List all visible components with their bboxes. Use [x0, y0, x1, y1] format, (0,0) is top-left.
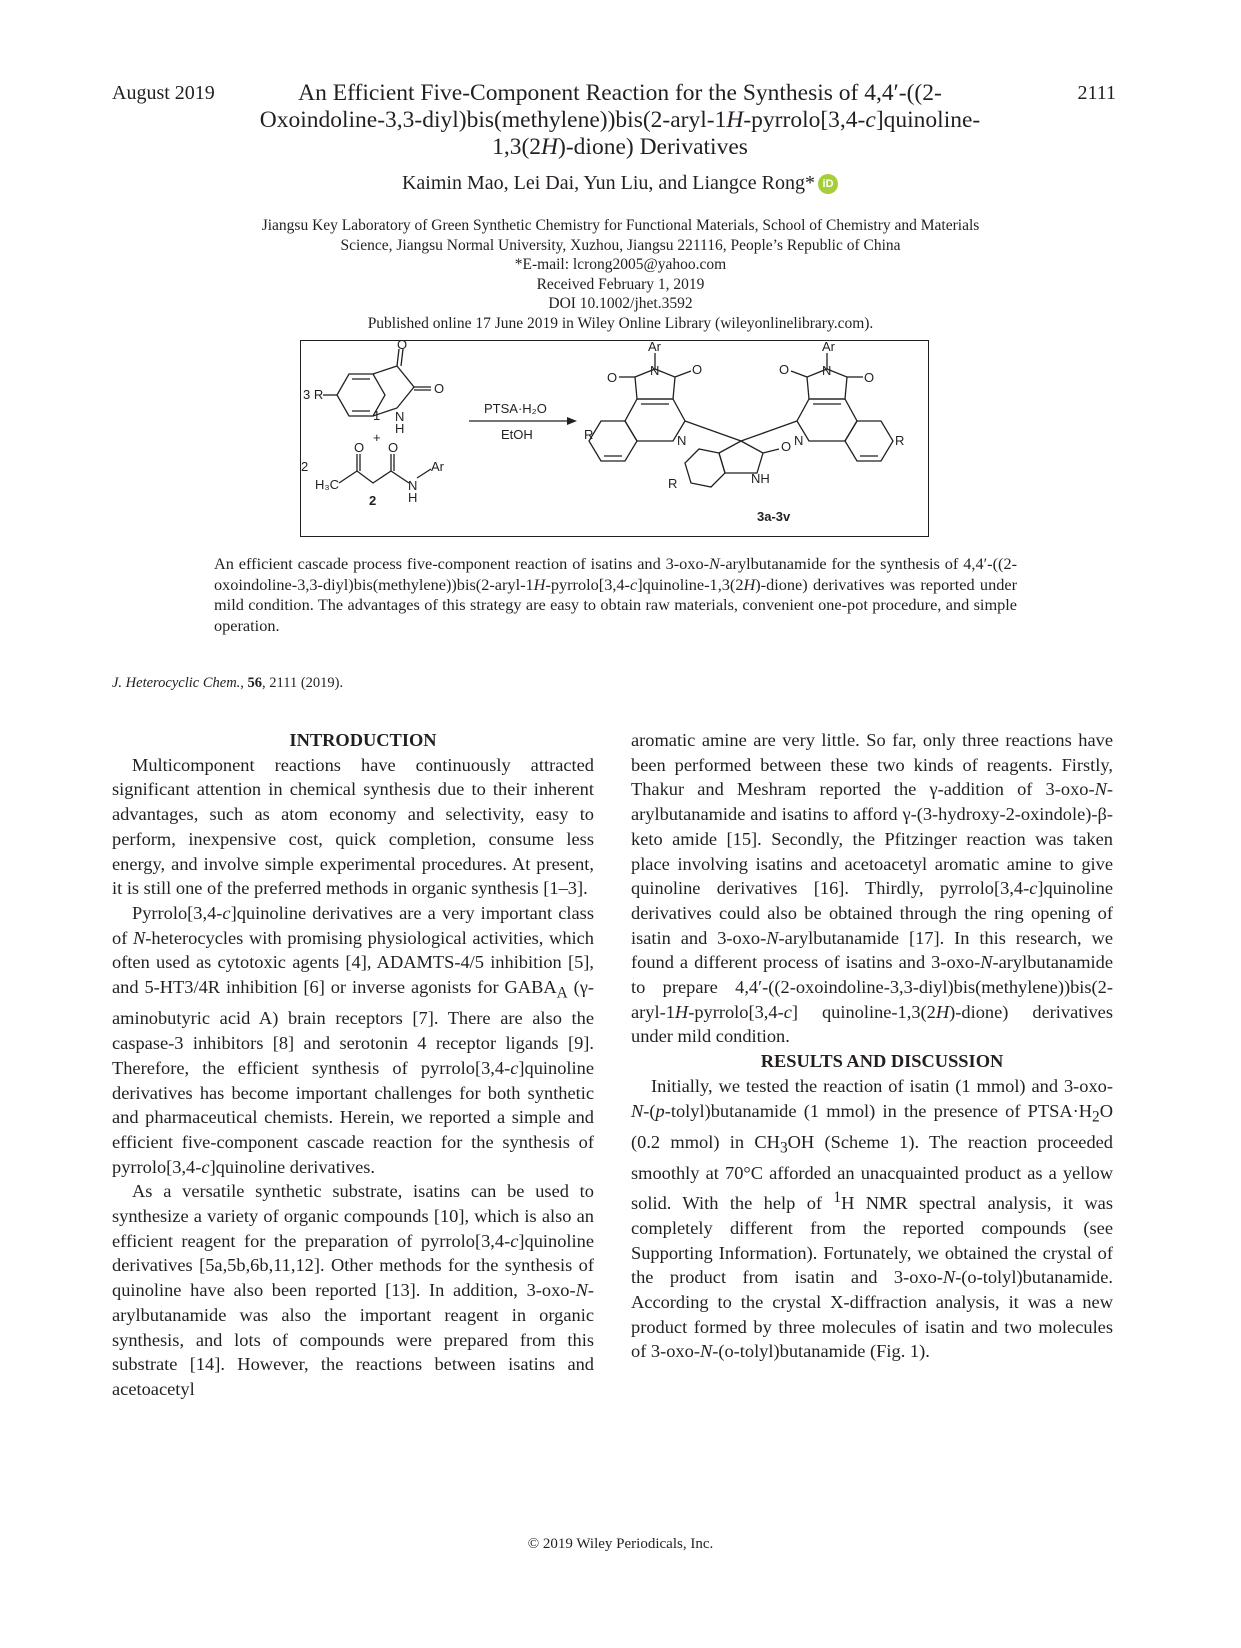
- product-n-left: N: [650, 363, 660, 378]
- product-n-pyr-left: N: [677, 433, 687, 448]
- reagent-etoh: EtOH: [501, 427, 533, 442]
- product-label: 3a-3v: [757, 509, 791, 524]
- product-o-left-2: O: [692, 362, 703, 377]
- journal-citation: J. Heterocyclic Chem., 56, 2111 (2019).: [112, 675, 344, 691]
- product-o-right-2: O: [864, 370, 875, 385]
- scheme-drawing: [301, 341, 930, 538]
- heading-introduction: INTRODUCTION: [289, 730, 437, 750]
- reaction-arrowhead: [567, 417, 577, 425]
- received-date: Received February 1, 2019: [536, 275, 705, 293]
- left-column: [112, 728, 594, 1402]
- amide-ar: Ar: [431, 459, 444, 474]
- isatin-o-top: O: [397, 341, 408, 352]
- plus-sign: +: [373, 430, 381, 445]
- page-number: 2111: [1077, 82, 1116, 104]
- right-column: [631, 728, 1113, 1364]
- isatin-structure: [323, 349, 431, 416]
- article-title: An Efficient Five-Component Reaction for the Synthesis of 4,4′-((2-Oxoindoline-3,3-diyl)bis(methylene))bis(2-aryl-1H-pyrrolo[3,4-c]quinoline-1,3(2H)-dione) Derivatives: [259, 80, 981, 160]
- affiliation-line-2: Science, Jiangsu Normal University, Xuzhou, Jiangsu 221116, People’s Republic of China: [340, 236, 901, 254]
- intro-paragraph-3-continued: aromatic amine are very little. So far, only three reactions have been performed between these two kinds of reagents. Firstly, Thakur and Meshram reported the γ-addition of 3-oxo-N-arylbutanamide and isatins to afford γ-(3-hydroxy-2-oxindole)-β-keto amide [15]. Secondly, the Pfitzinger reaction was taken place involving isatins and acetoacetyl aromatic amine to give quinoline derivatives [16]. Thirdly, pyrrolo[3,4-c]quinoline derivatives could also be obtained through the ring opening of isatin and 3-oxo-N-arylbutanamide [17]. In this research, we found a different process of isatins and 3-oxo-N-arylbutanamide to prepare 4,4′-((2-oxoindoline-3,3-diyl)bis(methylene))bis(2-aryl-1H-pyrrolo[3,4-c] quinoline-1,3(2H)-dione) derivatives under mild condition.: [631, 730, 1113, 1047]
- copyright-footer: © 2019 Wiley Periodicals, Inc.: [527, 1536, 714, 1552]
- product-r-oxindole: R: [668, 476, 678, 491]
- published-online: Published online 17 June 2019 in Wiley Online Library (wileyonlinelibrary.com).: [367, 314, 874, 332]
- product-ar-left: Ar: [648, 341, 661, 354]
- authors-text: Kaimin Mao, Lei Dai, Yun Liu, and Liangce Rong*: [401, 172, 816, 194]
- product-r-right: R: [895, 433, 905, 448]
- isatin-r-label: 3 R: [303, 387, 324, 402]
- isatin-h: H: [395, 421, 405, 436]
- compound-2-label: 2: [369, 493, 377, 508]
- methyl-label: H₃C: [315, 477, 340, 492]
- amide-h: H: [408, 490, 418, 505]
- author-list: [240, 172, 1000, 195]
- amide-o-2: O: [388, 440, 399, 455]
- product-n-right: N: [822, 363, 832, 378]
- doi[interactable]: DOI 10.1002/jhet.3592: [548, 295, 693, 312]
- intro-paragraph-1: Multicomponent reactions have continuously attracted significant attention in chemical synthesis due to their inherent advantages, such as atom economy and selectivity, easy to perform, inexpensive cost, quick completion, consume less energy, and involve simple experimental procedures. At present, it is still one of the preferred methods in organic synthesis [1–3].: [112, 754, 594, 899]
- product-o-right-1: O: [779, 362, 790, 377]
- amide-n: N: [408, 478, 418, 493]
- isatin-n: N: [395, 409, 405, 424]
- orcid-icon[interactable]: iD: [818, 174, 838, 194]
- affiliation-block: [200, 216, 1041, 333]
- product-o-oxindole: O: [781, 439, 792, 454]
- email[interactable]: *E-mail: lcrong2005@yahoo.com: [514, 256, 727, 273]
- reagent-ptsa: PTSA·H₂O: [484, 401, 547, 416]
- product-n-pyr-right: N: [794, 433, 804, 448]
- butanamide-count: 2: [301, 459, 309, 474]
- product-nh: NH: [751, 471, 770, 486]
- running-head-date: August 2019: [112, 82, 215, 104]
- isatin-o-right: O: [434, 381, 445, 396]
- graphical-abstract-text: An efficient cascade process five-component reaction of isatins and 3-oxo-N-arylbutanamide for the synthesis of 4,4′-((2-oxoindoline-3,3-diyl)bis(methylene))bis(2-aryl-1H-pyrrolo[3,4-c]quinoline-1,3(2H)-dione) derivatives was reported under mild condition. The advantages of this strategy are easy to obtain raw materials, convenient one-pot procedure, and simple operation.: [214, 554, 1018, 635]
- amide-o-1: O: [354, 440, 365, 455]
- isatin-number: 1: [373, 408, 381, 423]
- heading-results: RESULTS AND DISCUSSION: [760, 1051, 1004, 1072]
- results-paragraph-1: Initially, we tested the reaction of isatin (1 mmol) and 3-oxo-N-(p-tolyl)butanamide (1 mmol) in the presence of $PTSA\cdot H_2O$ (0.2 mmol) in $CH_3OH$ (Scheme 1). The reaction proceeded smoothly at 70°C afforded an unacquainted product as a yellow solid. With the help of $^1$H NMR spectral analysis, it was completely different from the reported compounds (see Supporting Information). Fortunately, we obtained the crystal of the product from isatin and 3-oxo-N-(o-tolyl)butanamide. According to the crystal X-diffraction analysis, it was a new product formed by three molecules of isatin and two molecules of 3-oxo-N-(o-tolyl)butanamide (Fig. 1).: [631, 1075, 1113, 1362]
- reaction-scheme: [300, 340, 929, 537]
- product-structure: [589, 353, 893, 487]
- affiliation-line-1: Jiangsu Key Laboratory of Green Synthetic Chemistry for Functional Materials, School of Chemistry and Materials: [261, 217, 980, 234]
- intro-paragraph-2: Pyrrolo[3,4-c]quinoline derivatives are a very important class of N-heterocycles with promising physiological activities, which often used as cytotoxic agents [4], ADAMTS-4/5 inhibition [5], and 5-HT3/4R inhibition [6] or inverse agonists for $GABA_A$ (γ-aminobutyric acid A) brain receptors [7]. There are also the caspase-3 inhibitors [8] and serotonin 4 receptor ligands [9]. Therefore, the efficient synthesis of pyrrolo[3,4-c]quinoline derivatives has become important challenges for both synthetic and pharmaceutical chemists. Herein, we reported a simple and efficient five-component cascade reaction for the synthesis of pyrrolo[3,4-c]quinoline derivatives.: [112, 902, 594, 1177]
- product-r-left: R: [584, 427, 594, 442]
- product-ar-right: Ar: [822, 341, 835, 354]
- product-o-left-1: O: [607, 370, 618, 385]
- intro-paragraph-3: As a versatile synthetic substrate, isatins can be used to synthesize a variety of organic compounds [10], which is also an efficient reagent for the preparation of pyrrolo[3,4-c]quinoline derivatives [5a,5b,6b,11,12]. Other methods for the synthesis of quinoline have also been reported [13]. In addition, 3-oxo-N-arylbutanamide was also the important reagent in organic synthesis, and lots of compounds were prepared from this substrate [14]. However, the reactions between isatins and acetoacetyl: [112, 1181, 594, 1399]
